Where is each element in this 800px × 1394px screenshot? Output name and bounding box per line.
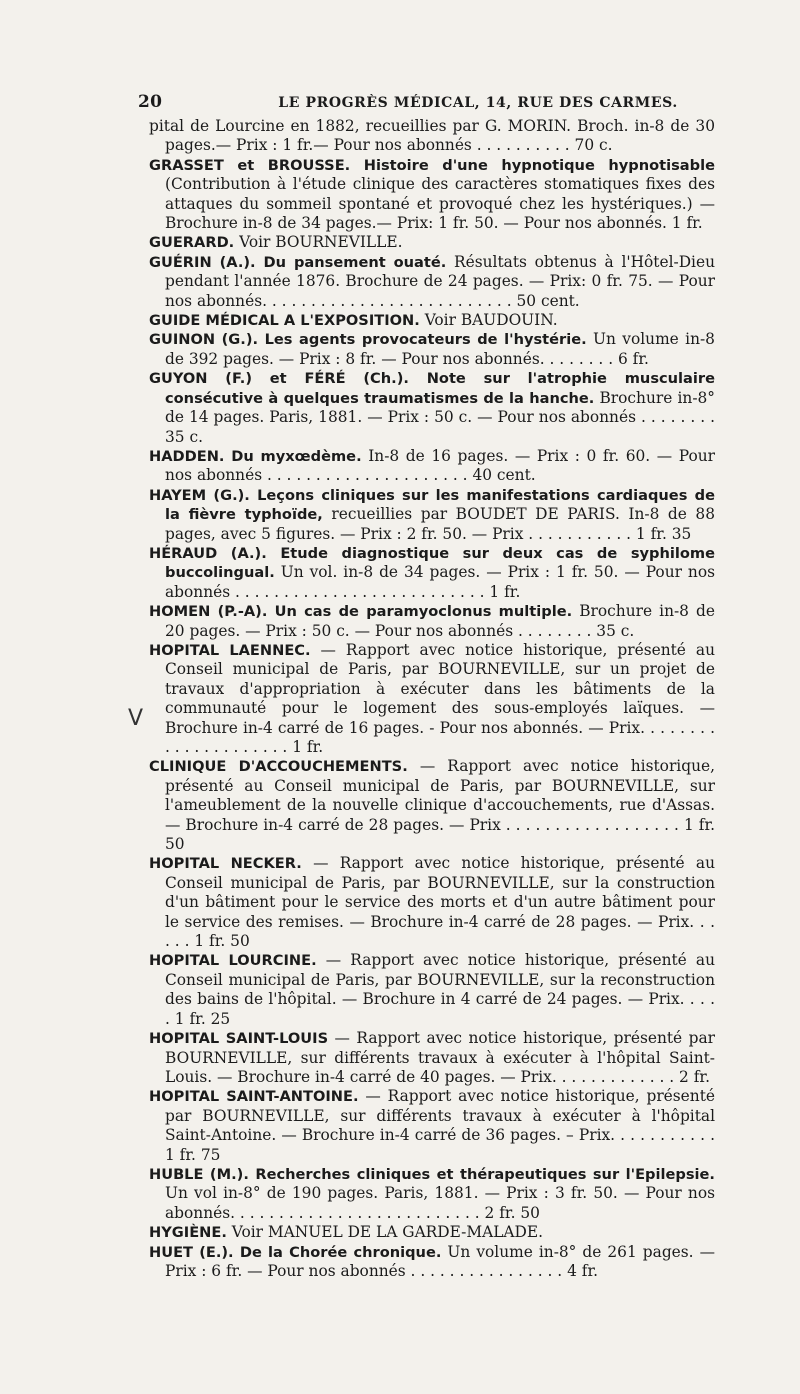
entry-title: De la Chorée chronique. — [233, 1243, 442, 1261]
entry-details: Voir MANUEL DE LA GARDE-MALADE. — [226, 1223, 544, 1242]
entry-title: Etude diagnostique sur deux cas de syphilome buccolingual. — [165, 544, 715, 582]
catalog-entry — [149, 757, 715, 854]
entry-details: — Rapport avec notice historique, présenté au Conseil municipal de Paris, par BOURNEVILLE, sur la reconstruction des bains de l'hôpital. — Brochure in 4 carré de 24 pages. — Prix. . . . . 1 fr. 25 — [165, 951, 715, 1028]
catalog-entries — [149, 117, 715, 1281]
entry-details: Brochure in-8 de 20 pages. — Prix : 50 c. — Pour nos abonnés . . . . . . . . 35 c. — [165, 602, 715, 640]
entry-author: HOMEN (P.-A). — [149, 603, 268, 621]
entry-details: Voir BAUDOUIN. — [419, 311, 558, 330]
entry-details: recueillies par BOUDET DE PARIS. In-8 de 88 pages, avec 5 figures. — Prix : 2 fr. 50. — Prix . . . . . . . . . . . 1 fr. 35 — [165, 505, 716, 543]
catalog-entry — [149, 641, 715, 757]
catalog-entry — [149, 447, 715, 486]
entry-title: Du pansement ouaté. — [255, 253, 447, 271]
entry-author: GRASSET et BROUSSE. — [149, 156, 351, 174]
catalog-entry — [149, 544, 715, 602]
catalog-entry — [149, 486, 715, 544]
entry-author: GUERARD. — [149, 234, 235, 252]
entry-details: Un volume in-8° de 261 pages. — Prix : 6 fr. — Pour nos abonnés . . . . . . . . . . . . . . . . 4 fr. — [165, 1242, 715, 1280]
entry-author: GUYON (F.) et FÉRÉ (Ch.). — [149, 370, 409, 388]
margin-check-mark: V — [128, 706, 144, 731]
catalog-entry — [149, 1223, 715, 1242]
catalog-entry — [149, 1087, 715, 1165]
entry-title: Un cas de paramyoclonus multiple. — [267, 603, 573, 621]
entry-title: Leçons cliniques sur les manifestations cardiaques de la fièvre typhoïde, — [165, 486, 715, 524]
page-number: 20 — [138, 92, 163, 112]
entry-author: HOPITAL SAINT-ANTOINE. — [149, 1088, 359, 1106]
entry-title: Du myxœdème. — [224, 447, 362, 465]
entry-title: Les agents provocateurs de l'hystérie. — [258, 331, 587, 349]
entry-details: Un vol. in-8 de 34 pages. — Prix : 1 fr. 50. — Pour nos abonnés . . . . . . . . . . . . . . . . . . . . . . . . . . 1 fr. — [165, 563, 715, 601]
catalog-entry — [149, 369, 715, 447]
catalog-entry — [149, 311, 715, 330]
entry-author: HAYEM (G.). — [149, 486, 250, 504]
entry-author: HOPITAL LAENNEC. — [149, 641, 311, 659]
catalog-entry — [149, 117, 715, 156]
entry-title: Histoire d'une hypnotique hypnotisable — [350, 156, 715, 174]
catalog-entry — [149, 156, 715, 234]
catalog-entry — [149, 1165, 715, 1223]
entry-author: HUBLE (M.). — [149, 1165, 249, 1183]
catalog-entry — [149, 602, 715, 641]
entry-details: In-8 de 16 pages. — Prix : 0 fr. 60. — Pour nos abonnés . . . . . . . . . . . . . . . . . . . . . 40 cent. — [165, 446, 715, 485]
entry-author: HOPITAL SAINT-LOUIS — [149, 1030, 329, 1048]
entry-details: pital de Lourcine en 1882, recueillies par G. MORIN. Broch. in-8 de 30 pages.— Prix : 1 fr.— Pour nos abonnés . . . . . . . . . . 70 c. — [149, 117, 715, 155]
catalog-entry — [149, 854, 715, 951]
catalog-entry — [149, 233, 715, 252]
entry-title: Recherches cliniques et thérapeutiques sur l'Epilepsie. — [248, 1165, 715, 1183]
entry-author: GUIDE MÉDICAL A L'EXPOSITION. — [149, 312, 420, 330]
entry-title: Note sur l'atrophie musculaire consécutive à quelques traumatismes de la hanche. — [165, 370, 715, 407]
catalog-entry — [149, 1243, 715, 1282]
entry-author: HÉRAUD (A.). — [149, 544, 267, 562]
entry-details: — Rapport avec notice historique, présenté par BOURNEVILLE, sur différents travaux à exécuter à l'hôpital Saint-Louis. — Brochure in-4 carré de 40 pages. — Prix. . . . . . . . . . . . . 2 fr. — [165, 1029, 715, 1086]
entry-author: HADDEN. — [149, 447, 225, 465]
entry-details: — Rapport avec notice historique, présenté au Conseil municipal de Paris, par BOURNEVILLE, sur l'ameublement de la nouvelle clinique d'accouchements, rue d'Assas. — Brochure in-4 carré de 28 pages. — Prix . . . . . . . . . . . . . . . . . . 1 fr. 50 — [165, 757, 715, 854]
entry-author: HYGIÈNE. — [149, 1224, 227, 1242]
entry-details: Un vol in-8° de 190 pages. Paris, 1881. — Prix : 3 fr. 50. — Pour nos abonnés. . . . . . . . . . . . . . . . . . . . . . . . . . 2 fr. 50 — [165, 1184, 715, 1222]
catalog-entry — [149, 1029, 715, 1087]
entry-details: — Rapport avec notice historique, présenté au Conseil municipal de Paris, par BOURNEVILLE, sur un projet de travaux d'appropriation à exécuter dans les bâtiments de la communauté pour le logement des sous-employés laïques. — Brochure in-4 carré de 16 pages. - Pour nos abonnés. — Prix. . . . . . . . . . . . . . . . . . . . . 1 fr. — [165, 640, 715, 756]
entry-details: Résultats obtenus à l'Hôtel-Dieu pendant l'année 1876. Brochure de 24 pages. — Prix: 0 fr. 75. — Pour nos abonnés. . . . . . . . . . . . . . . . . . . . . . . . . . 50 cent. — [165, 252, 715, 310]
entry-details: Un volume in-8 de 392 pages. — Prix : 8 fr. — Pour nos abonnés. . . . . . . . 6 fr. — [165, 330, 715, 368]
catalog-entry — [149, 253, 715, 311]
entry-author: HOPITAL NECKER. — [149, 855, 302, 873]
catalog-entry — [149, 330, 715, 369]
entry-details: Brochure in-8° de 14 pages. Paris, 1881. — Prix : 50 c. — Pour nos abonnés . . . . . . . . 35 c. — [165, 388, 716, 446]
entry-author: CLINIQUE D'ACCOUCHEMENTS. — [149, 758, 408, 776]
entry-author: HUET (E.). — [149, 1243, 234, 1261]
entry-details: — Rapport avec notice historique, présenté par BOURNEVILLE, sur différents travaux à exécuter à l'hôpital Saint-Antoine. — Brochure in-4 carré de 36 pages. – Prix. . . . . . . . . . . 1 fr. 75 — [165, 1087, 715, 1164]
entry-details: — Rapport avec notice historique, présenté au Conseil municipal de Paris, par BOURNEVILLE, sur la construction d'un bâtiment pour le service des morts et d'un autre bâtiment pour le service des remises. — Brochure in-4 carré de 28 pages. — Prix. . . . . . 1 fr. 50 — [165, 854, 715, 951]
entry-author: GUINON (G.). — [149, 331, 259, 349]
running-head: LE PROGRÈS MÉDICAL, 14, RUE DES CARMES. — [278, 95, 678, 111]
entry-author: HOPITAL LOURCINE. — [149, 952, 317, 970]
entry-author: GUÉRIN (A.). — [149, 253, 256, 271]
entry-details: (Contribution à l'étude clinique des caractères stomatiques fixes des attaques du sommeil spontané et provoqué chez les hystériques.) — Brochure in-8 de 34 pages.— Prix: 1 fr. 50. — Pour nos abonnés. 1 fr. — [165, 175, 715, 233]
entry-details: Voir BOURNEVILLE. — [234, 233, 403, 252]
page-header — [138, 92, 718, 112]
catalog-entry — [149, 951, 715, 1029]
